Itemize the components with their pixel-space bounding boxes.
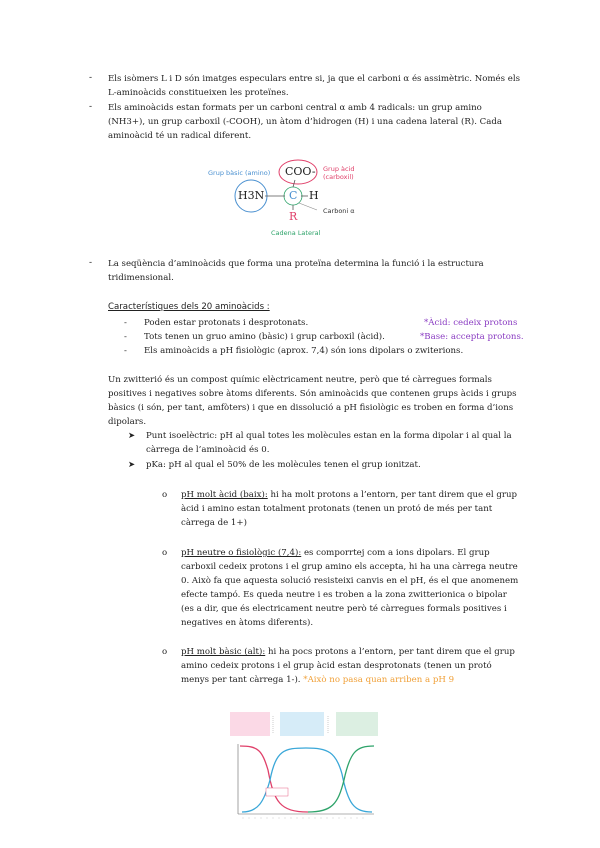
amino-acid-diagram: [205, 158, 375, 240]
bullet-dash: -: [89, 73, 93, 83]
acid-curve: [240, 746, 308, 812]
isoelectric-point: Punt isoelèctric: pH al qual totes les molècules estan en la forma dipolar i al qual la càrrega de l’aminoàcid és 0.: [146, 431, 512, 455]
carbon-label: Carboni α: [323, 207, 355, 215]
coo-text: COO-: [285, 165, 316, 178]
bullet-3: La seqüència d’aminoàcids que forma una proteïna determina la funció i la estructura tridimensional.: [108, 259, 484, 283]
ph-neutral: pH neutre o fisiològic (7,4): es comporrtej com a ions dipolars. El grup carboxil cedeix protons i el grup amino els accepta, hi ha una càrrega neutre 0. Això fa que aquesta solució resisteixi canvis en el pH, és el que anomenem efecte tampó. Es queda neutre i es troben a la zona zwitterionica o bipolar (es a dir, que és electricament neutre però té càrregues formals positives i negatives en àtoms diferents).: [181, 548, 519, 628]
circle-bullet-icon: o: [162, 548, 168, 558]
chain-label: Cadena Lateral: [271, 229, 321, 237]
arrow-icon: ➤: [128, 431, 136, 441]
pka-definition: pKa: pH al qual el 50% de les molècules tenen el grup ionitzat.: [146, 460, 421, 470]
zwitterion-paragraph: Un zwitterió és un compost químic elèctricament neutre, però que té càrregues formals positives i negatives sobre àtoms diferents. Són aminoàcids que contenen grups àcids i grups bàsics (i són, per tant, amfòters) i que en dissolució a pH fisiològic es troben en forma d’ions dipolars.: [108, 375, 517, 427]
ph-acid: pH molt àcid (baix): hi ha molt protons a l’entorn, per tant direm que el grup àcid i amino estan totalment protonats (tenen un protó de més per tant càrrega de 1+): [181, 490, 518, 528]
amino-label: Grup bàsic (amino): [208, 169, 271, 177]
h3n-text: H3N: [238, 189, 265, 202]
ph-basic: pH molt bàsic (alt): hi ha pocs protons a l’entorn, per tant direm que el grup amino cedeix protons i el grup àcid estan desprotonats (tenen un protó menys per tant càrrega 1-). *Això no pasa quan arriben a pH 9: [181, 647, 515, 685]
basic-curve: [308, 746, 374, 812]
legend-box: [266, 788, 288, 796]
circle-bullet-icon: o: [162, 647, 168, 657]
bullet-dash: -: [89, 102, 93, 112]
char-note-base: *Base: accepta protons.: [420, 332, 524, 342]
characteristics-title: Característiques dels 20 aminoàcids :: [108, 302, 270, 312]
titration-svg: [228, 710, 380, 828]
r-text: R: [289, 210, 298, 223]
char-item-1: Poden estar protonats i desprotonats.: [144, 318, 309, 328]
h-text: H: [309, 189, 319, 202]
char-item-2: Tots tenen un gruo amino (bàsic) i grup carboxil (àcid).: [144, 332, 385, 342]
titration-figure: [228, 710, 380, 828]
char-item-3: Els aminoàcids a pH fisiològic (aprox. 7,4) són ions dipolars o zwiterions.: [144, 346, 464, 356]
circle-bullet-icon: o: [162, 490, 168, 500]
char-note-acid: *Àcid: cedeix protons: [424, 318, 518, 328]
zwitterion-panel: [280, 712, 324, 736]
char-list-dashes: - - -: [124, 318, 127, 356]
zwitterion-curve: [242, 748, 372, 812]
pointer-line: [299, 203, 317, 210]
bullet-dash: -: [89, 258, 93, 268]
carbon-text: C: [289, 189, 298, 202]
acid-form-panel: [230, 712, 270, 736]
basic-form-panel: [336, 712, 378, 736]
arrow-icon: ➤: [128, 460, 136, 470]
bullet-1: Els isòmers L i D són imatges especulars entre si, ja que el carboni α és assimètric. Només els L-aminoàcids constitueixen les proteïnes.: [108, 74, 521, 98]
bullet-2: Els aminoàcids estan formats per un carboni central α amb 4 radicals: un grup amino (NH3+), un grup carboxil (-COOH), un àtom d’hidrogen (H) i una cadena lateral (R). Cada aminoàcid té un radical diferent.: [108, 103, 502, 141]
acid-label: Grup àcid (carboxil): [323, 165, 355, 181]
